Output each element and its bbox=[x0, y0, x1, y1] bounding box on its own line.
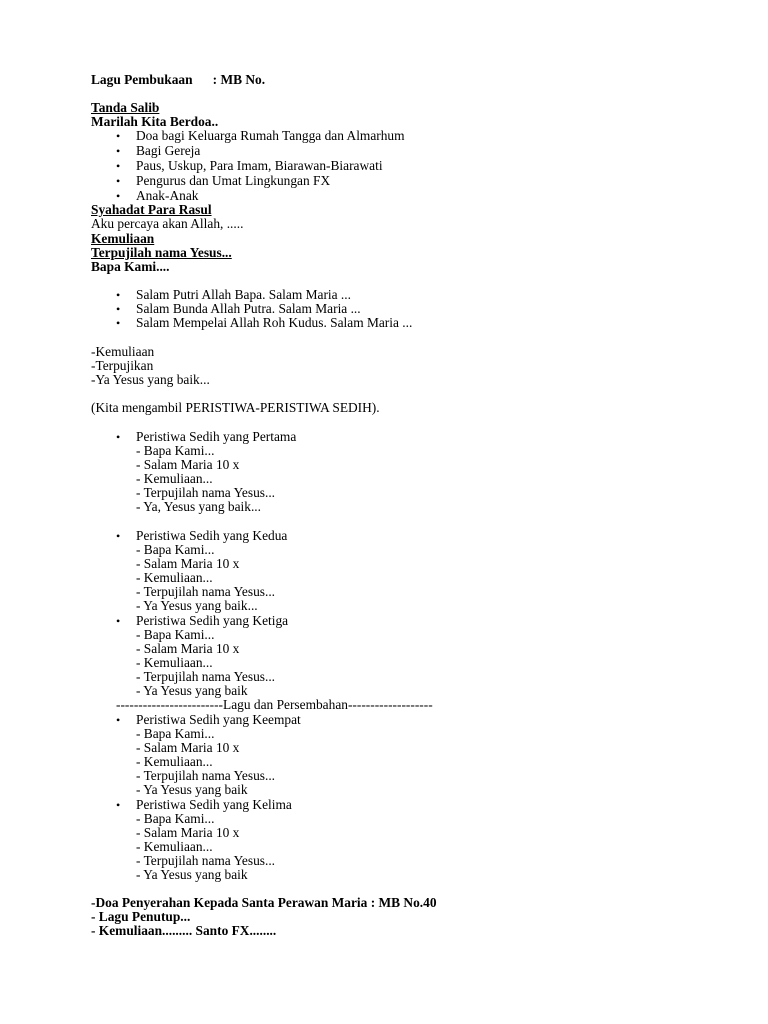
intention-item: Paus, Uskup, Para Imam, Biarawan-Biarawati bbox=[136, 158, 383, 173]
mystery-step: - Salam Maria 10 x bbox=[136, 825, 240, 840]
bullet-icon: • bbox=[116, 288, 121, 302]
hail-mary-item: Salam Putri Allah Bapa. Salam Maria ... bbox=[136, 287, 351, 302]
let-us-pray-heading: Marilah Kita Berdoa.. bbox=[91, 114, 219, 129]
mystery-title: Peristiwa Sedih yang Kelima bbox=[136, 797, 292, 812]
mystery-step: - Bapa Kami... bbox=[136, 726, 215, 741]
mystery-step: - Terpujilah nama Yesus... bbox=[136, 669, 276, 684]
mystery-step: - Kemuliaan... bbox=[136, 754, 213, 769]
mystery-step: - Ya Yesus yang baik bbox=[136, 782, 248, 797]
mystery-step: - Ya Yesus yang baik bbox=[136, 867, 248, 882]
closing-prayer-line: -Ya Yesus yang baik... bbox=[91, 372, 210, 387]
bullet-icon: • bbox=[116, 189, 121, 203]
bullet-icon: • bbox=[116, 713, 121, 727]
bullet-icon: • bbox=[116, 798, 121, 812]
bullet-icon: • bbox=[116, 430, 121, 444]
closing-song-line: - Lagu Penutup... bbox=[91, 909, 191, 924]
mystery-step: - Terpujilah nama Yesus... bbox=[136, 768, 276, 783]
hail-mary-item: Salam Mempelai Allah Roh Kudus. Salam Maria ... bbox=[136, 315, 413, 330]
mystery-step: - Ya Yesus yang baik bbox=[136, 683, 248, 698]
bullet-icon: • bbox=[116, 174, 121, 188]
mystery-step: - Kemuliaan... bbox=[136, 839, 213, 854]
hail-mary-item: Salam Bunda Allah Putra. Salam Maria ... bbox=[136, 301, 361, 316]
mystery-title: Peristiwa Sedih yang Keempat bbox=[136, 712, 301, 727]
bullet-icon: • bbox=[116, 302, 121, 316]
mystery-step: - Ya Yesus yang baik... bbox=[136, 598, 258, 613]
mystery-step: - Ya, Yesus yang baik... bbox=[136, 499, 261, 514]
praised-heading: Terpujilah nama Yesus... bbox=[91, 245, 232, 260]
intention-item: Bagi Gereja bbox=[136, 143, 201, 158]
mystery-step: - Kemuliaan... bbox=[136, 570, 213, 585]
mystery-step: - Salam Maria 10 x bbox=[136, 740, 240, 755]
final-prayer-line: -Doa Penyerahan Kepada Santa Perawan Maria : MB No.40 bbox=[91, 895, 437, 910]
creed-heading: Syahadat Para Rasul bbox=[91, 202, 212, 217]
creed-text: Aku percaya akan Allah, ..... bbox=[91, 216, 244, 231]
our-father-heading: Bapa Kami.... bbox=[91, 259, 170, 274]
mystery-title: Peristiwa Sedih yang Kedua bbox=[136, 528, 288, 543]
mystery-step: - Bapa Kami... bbox=[136, 627, 215, 642]
bullet-icon: • bbox=[116, 159, 121, 173]
intention-item: Pengurus dan Umat Lingkungan FX bbox=[136, 173, 331, 188]
closing-prayer-line: -Terpujikan bbox=[91, 358, 154, 373]
bullet-icon: • bbox=[116, 614, 121, 628]
mystery-step: - Terpujilah nama Yesus... bbox=[136, 853, 276, 868]
mystery-step: - Kemuliaan... bbox=[136, 471, 213, 486]
mystery-step: - Bapa Kami... bbox=[136, 443, 215, 458]
mystery-step: - Salam Maria 10 x bbox=[136, 641, 240, 656]
intention-item: Anak-Anak bbox=[136, 188, 199, 203]
bullet-icon: • bbox=[116, 129, 121, 143]
final-glory-line: - Kemuliaan......... Santo FX........ bbox=[91, 923, 277, 938]
glory-heading: Kemuliaan bbox=[91, 231, 155, 246]
mystery-title: Peristiwa Sedih yang Pertama bbox=[136, 429, 297, 444]
closing-prayer-line: -Kemuliaan bbox=[91, 344, 155, 359]
mystery-step: - Terpujilah nama Yesus... bbox=[136, 584, 276, 599]
bullet-icon: • bbox=[116, 144, 121, 158]
song-offering-divider: ------------------------Lagu dan Persembahan------------------- bbox=[116, 697, 433, 712]
mystery-step: - Bapa Kami... bbox=[136, 542, 215, 557]
intention-item: Doa bagi Keluarga Rumah Tangga dan Almarhum bbox=[136, 128, 405, 143]
bullet-icon: • bbox=[116, 529, 121, 543]
mystery-step: - Bapa Kami... bbox=[136, 811, 215, 826]
sign-of-cross-heading: Tanda Salib bbox=[91, 100, 160, 115]
mystery-step: - Terpujilah nama Yesus... bbox=[136, 485, 276, 500]
opening-song-line: Lagu Pembukaan : MB No. bbox=[91, 72, 266, 87]
bullet-icon: • bbox=[116, 316, 121, 330]
mystery-step: - Salam Maria 10 x bbox=[136, 457, 240, 472]
mysteries-note: (Kita mengambil PERISTIWA-PERISTIWA SEDIH). bbox=[91, 400, 380, 415]
mystery-title: Peristiwa Sedih yang Ketiga bbox=[136, 613, 289, 628]
mystery-step: - Salam Maria 10 x bbox=[136, 556, 240, 571]
mystery-step: - Kemuliaan... bbox=[136, 655, 213, 670]
